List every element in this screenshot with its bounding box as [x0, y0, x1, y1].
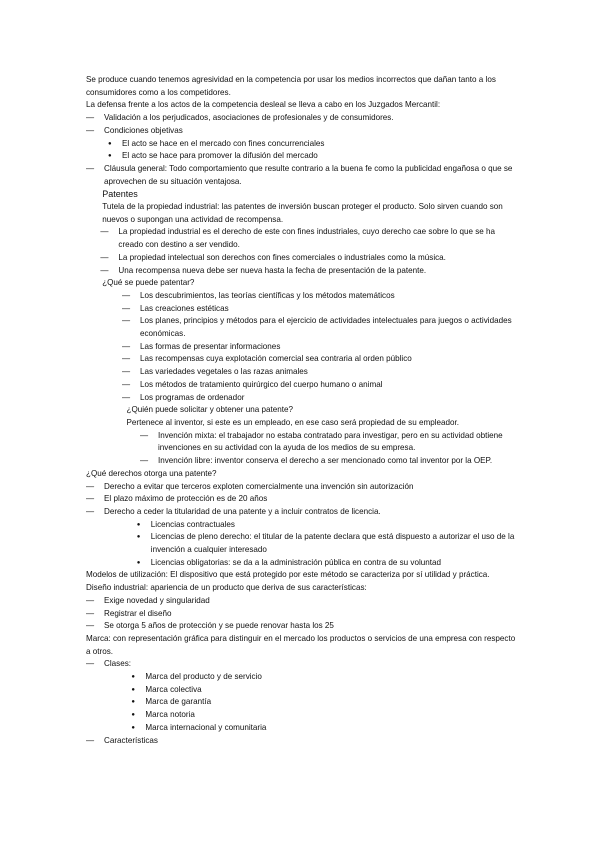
- list-item: — Invención libre: inventor conserva el derecho a ser mencionado como tal inventor por la OEP.: [158, 455, 518, 468]
- list-item: — Validación a los perjudicados, asociaciones de profesionales y de consumidores.: [104, 112, 518, 125]
- list-item: — Los planes, principios y métodos para el ejercicio de actividades intelectuales para juegos o actividades económicas.: [140, 315, 518, 340]
- paragraph: ¿Qué derechos otorga una patente?: [86, 468, 217, 478]
- list-item: — Las recompensas cuya explotación comercial sea contraria al orden público: [140, 353, 518, 366]
- list-item: ● Licencias obligatorias: se da a la administración pública en contra de su voluntad: [151, 557, 518, 570]
- list-item: — Las variedades vegetales o las razas animales: [140, 366, 518, 379]
- list-item: — Las creaciones estéticas: [140, 303, 518, 316]
- list-item: ● Marca internacional y comunitaria: [145, 722, 518, 735]
- list-item: ● El acto se hace en el mercado con fines concurrenciales: [122, 138, 518, 151]
- list-item: — La propiedad industrial es el derecho de este con fines industriales, cuyo derecho cae sobre lo que se ha creado con destino a ser vendido.: [118, 226, 518, 251]
- list-item: — Los métodos de tratamiento quirúrgico del cuerpo humano o animal: [140, 379, 518, 392]
- list-item: ● El acto se hace para promover la difusión del mercado: [122, 150, 518, 163]
- list-item: — Características: [104, 735, 518, 748]
- list-item: — Registrar el diseño: [104, 608, 518, 621]
- paragraph: Tutela de la propiedad industrial: las patentes de inversión buscan proteger el producto. Solo sirven cuando son nuevos o supongan una actividad de recompensa.: [102, 202, 503, 224]
- list-item: ● Marca colectiva: [145, 684, 518, 697]
- list-item: — Condiciones objetivas: [104, 125, 518, 138]
- list-item: ● Marca de garantía: [145, 696, 518, 709]
- paragraph: Marca: con representación gráfica para distinguir en el mercado los productos o servicios de una empresa con respecto a otros.: [86, 633, 516, 656]
- paragraph: ¿Quién puede solicitar y obtener una patente?: [126, 405, 293, 415]
- list-item: — Exige novedad y singularidad: [104, 595, 518, 608]
- paragraph: Diseño industrial: apariencia de un producto que deriva de sus características:: [86, 583, 367, 593]
- list-item: — Las formas de presentar informaciones: [140, 341, 518, 354]
- paragraph: Modelos de utilización: El dispositivo que está protegido por este método se caracteriza por sí utilidad y práctica.: [86, 570, 490, 580]
- list-item: — Clases:: [104, 658, 518, 671]
- list-item: — Una recompensa nueva debe ser nueva hasta la fecha de presentación de la patente.: [118, 265, 518, 278]
- list-item: — Se otorga 5 años de protección y se puede renovar hasta los 25: [104, 620, 518, 633]
- list-item: — Invención mixta: el trabajador no estaba contratado para investigar, pero en su actividad obtiene invenciones en su actividad con la ayuda de los medios de su empresa.: [158, 430, 518, 455]
- list-item: — Los programas de ordenador: [140, 392, 518, 405]
- list-item: ● Marca del producto y de servicio: [145, 671, 518, 684]
- paragraph: Se produce cuando tenemos agresividad en la competencia por usar los medios incorrectos que dañan tanto a los consumidores como a los competidores.: [86, 75, 496, 97]
- list-item: — La propiedad intelectual son derechos con fines comerciales o industriales como la música.: [118, 252, 518, 265]
- list-item: ● Marca notoria: [145, 709, 518, 722]
- list-item: — Derecho a evitar que terceros exploten comercialmente una invención sin autorización: [104, 481, 518, 494]
- list-item: ● Licencias contractuales: [151, 519, 518, 532]
- paragraph: Pertenece al inventor, si este es un empleado, en ese caso será propiedad de su empleador.: [126, 417, 460, 427]
- document-body: [86, 74, 518, 747]
- paragraph: La defensa frente a los actos de la competencia desleal se lleva a cabo en los Juzgados Mercantil:: [86, 100, 441, 110]
- list-item: — Derecho a ceder la titularidad de una patente y a incluir contratos de licencia.: [104, 506, 518, 519]
- section-heading: Patentes: [102, 189, 138, 200]
- paragraph: ¿Qué se puede patentar?: [102, 278, 195, 288]
- list-item: — Cláusula general: Todo comportamiento que resulte contrario a la buena fe como la publicidad engañosa o que se aprovechen de su situación ventajosa.: [104, 163, 518, 188]
- list-item: ● Licencias de pleno derecho: el titular de la patente declara que está dispuesto a autorizar el uso de la invención a cualquier interesado: [151, 531, 518, 556]
- list-item: — Los descubrimientos, las teorías científicas y los métodos matemáticos: [140, 290, 518, 303]
- list-item: — El plazo máximo de protección es de 20 años: [104, 493, 518, 506]
